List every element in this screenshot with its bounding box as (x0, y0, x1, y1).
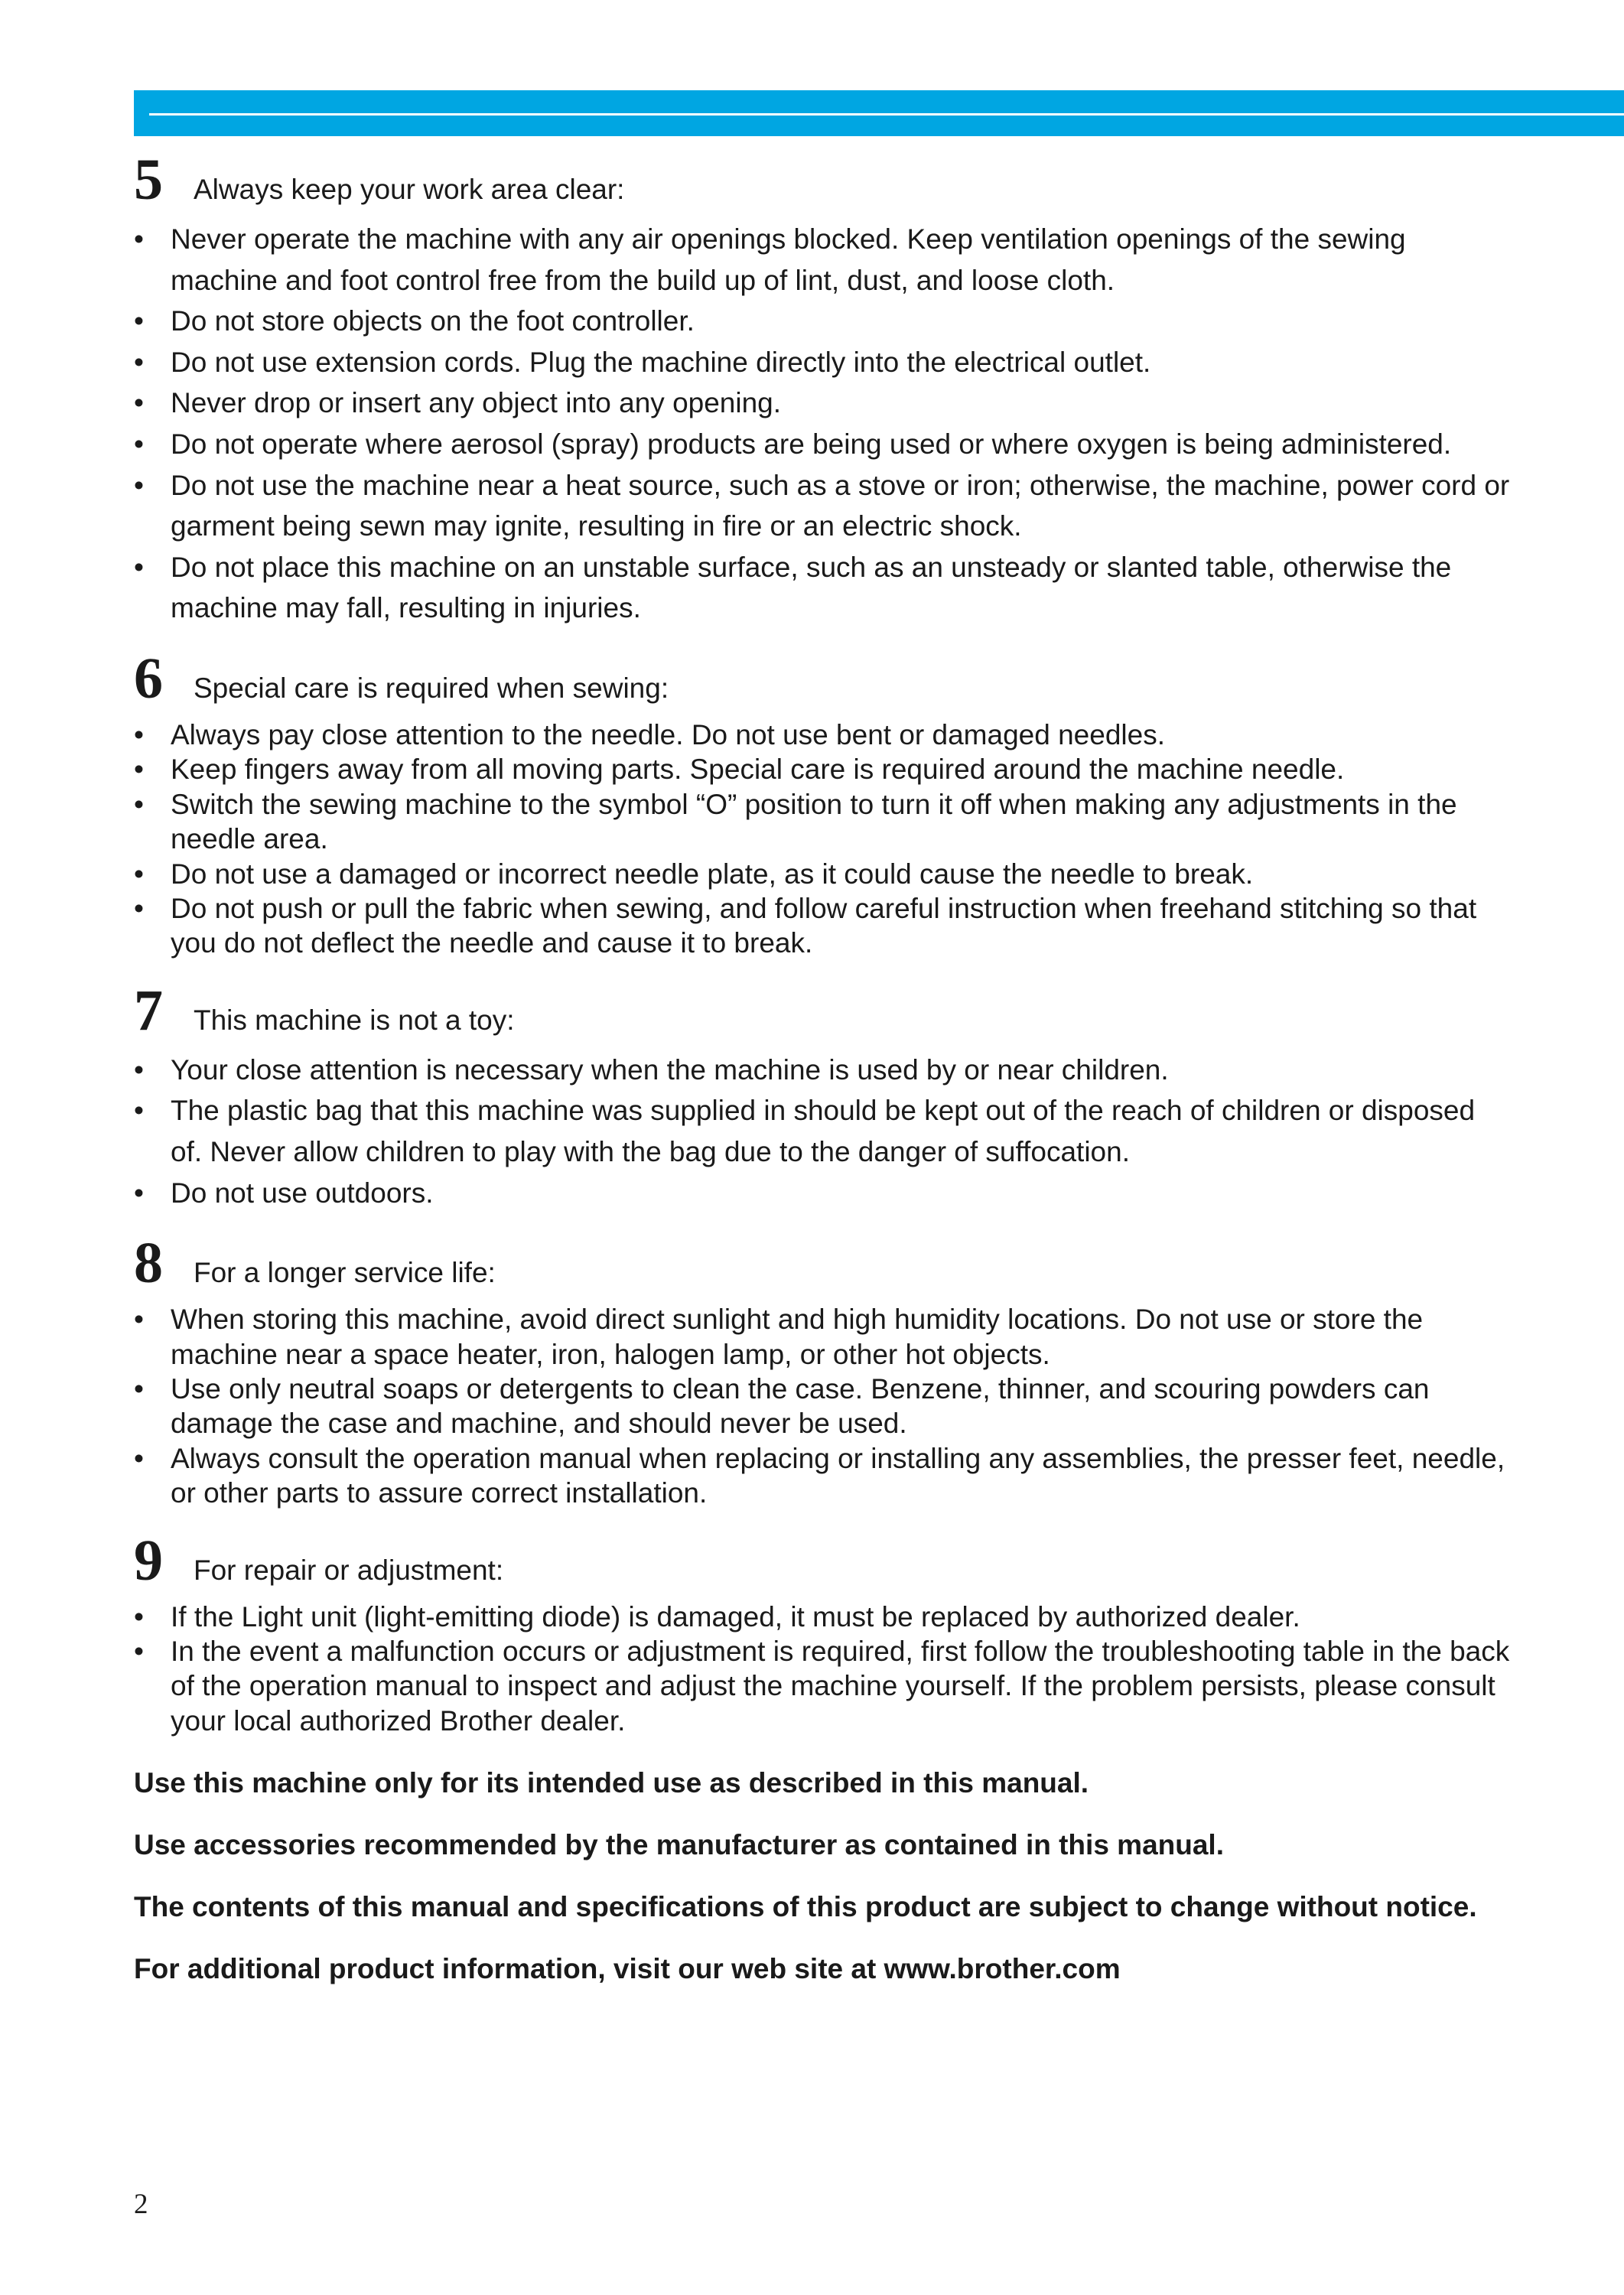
bullet-icon: • (134, 754, 144, 786)
bullet-icon: • (134, 223, 144, 255)
list-item-text: Use only neutral soaps or detergents to clean the case. Benzene, thinner, and scouring powders can damage the case and machine, and should never be used. (171, 1372, 1430, 1440)
bullet-icon: • (134, 892, 144, 924)
list-item (134, 1372, 1511, 1441)
list-item (134, 219, 1511, 301)
list-item (134, 547, 1511, 629)
bullet-icon: • (134, 718, 144, 750)
list-item (134, 891, 1511, 961)
note-website: For additional product information, visit our web site at www.brother.com (134, 1953, 1121, 1985)
section-7 (134, 978, 1511, 1213)
section-heading (134, 646, 1511, 711)
list-item (134, 465, 1511, 547)
bullet-icon: • (134, 1095, 144, 1127)
list-item-text: Do not place this machine on an unstable surface, such as an unsteady or slanted table, otherwise the machine may fall, resulting in injuries. (171, 551, 1452, 624)
section-number: 8 (134, 1231, 163, 1296)
section-5 (134, 147, 1511, 629)
bullet-icon: • (134, 428, 144, 460)
closing-notes (134, 1766, 1511, 1986)
list-item (134, 1050, 1511, 1091)
list-item-text: If the Light unit (light-emitting diode) is damaged, it must be replaced by authorized dealer. (171, 1600, 1300, 1633)
bullet-icon: • (134, 1053, 144, 1086)
section-title: For repair or adjustment: (194, 1554, 504, 1586)
list-item (134, 1302, 1511, 1372)
header-rule (149, 113, 1624, 116)
bullet-icon: • (134, 858, 144, 890)
list-item (134, 1090, 1511, 1172)
bullet-list (134, 718, 1511, 961)
list-item-text: Do not push or pull the fabric when sewing, and follow careful instruction when freehand stitching so that you do not deflect the needle and cause it to break. (171, 892, 1477, 959)
section-number: 9 (134, 1528, 163, 1593)
note-intended-use: Use this machine only for its intended use as described in this manual. (134, 1767, 1089, 1799)
section-heading (134, 147, 1511, 213)
page-content (134, 147, 1511, 2010)
bullet-icon: • (134, 1442, 144, 1474)
section-number: 7 (134, 978, 163, 1043)
bullet-icon: • (134, 551, 144, 583)
section-heading (134, 1528, 1511, 1593)
list-item (134, 342, 1511, 383)
bullet-icon: • (134, 1600, 144, 1633)
list-item (134, 382, 1511, 424)
section-number: 5 (134, 148, 163, 212)
bullet-list (134, 1600, 1511, 1739)
list-item-text: In the event a malfunction occurs or adjustment is required, first follow the troubleshooting table in the back of the operation manual to inspect and adjust the machine yourself. If the problem persists, please consult your local authorized Brother dealer. (171, 1636, 1510, 1737)
list-item-text: When storing this machine, avoid direct sunlight and high humidity locations. Do not use or store the machine near a space heater, iron, halogen lamp, or other hot objects. (171, 1304, 1424, 1370)
list-item-text: Do not use a damaged or incorrect needle plate, as it could cause the needle to break. (171, 858, 1254, 890)
list-item-text: Do not operate where aerosol (spray) products are being used or where oxygen is being administered. (171, 428, 1452, 460)
list-item (134, 1600, 1511, 1634)
bullet-icon: • (134, 788, 144, 820)
list-item-text: Never drop or insert any object into any opening. (171, 387, 782, 419)
bullet-icon: • (134, 346, 144, 378)
bullet-icon: • (134, 305, 144, 337)
list-item (134, 718, 1511, 752)
list-item (134, 424, 1511, 465)
note-accessories: Use accessories recommended by the manufacturer as contained in this manual. (134, 1829, 1224, 1861)
list-item (134, 752, 1511, 786)
list-item (134, 1441, 1511, 1511)
bullet-icon: • (134, 387, 144, 419)
bullet-list (134, 219, 1511, 629)
list-item-text: Do not use outdoors. (171, 1177, 434, 1209)
section-title: Always keep your work area clear: (194, 174, 625, 205)
list-item-text: Always pay close attention to the needle. Do not use bent or damaged needles. (171, 718, 1165, 750)
list-item-text: Switch the sewing machine to the symbol “O” position to turn it off when making any adjustments in the needle area. (171, 788, 1457, 855)
section-9 (134, 1528, 1511, 1739)
list-item-text: Always consult the operation manual when replacing or installing any assemblies, the presser feet, needle, or other parts to assure correct installation. (171, 1442, 1505, 1509)
list-item-text: Do not store objects on the foot controller. (171, 305, 695, 337)
section-title: For a longer service life: (194, 1257, 496, 1289)
section-title: This machine is not a toy: (194, 1004, 515, 1036)
list-item-text: Keep fingers away from all moving parts. Special care is required around the machine needle. (171, 754, 1345, 786)
bullet-list (134, 1050, 1511, 1213)
bullet-list (134, 1302, 1511, 1510)
list-item (134, 787, 1511, 857)
section-heading (134, 1230, 1511, 1296)
section-title: Special care is required when sewing: (194, 672, 669, 704)
bullet-icon: • (134, 469, 144, 501)
list-item (134, 301, 1511, 342)
section-heading (134, 978, 1511, 1043)
list-item-text: Your close attention is necessary when the machine is used by or near children. (171, 1053, 1169, 1086)
bullet-icon: • (134, 1304, 144, 1336)
bullet-icon: • (134, 1177, 144, 1209)
list-item (134, 1634, 1511, 1738)
section-number: 6 (134, 646, 163, 711)
list-item-text: Do not use extension cords. Plug the machine directly into the electrical outlet. (171, 346, 1151, 378)
bullet-icon: • (134, 1636, 144, 1667)
list-item (134, 1173, 1511, 1214)
section-6 (134, 646, 1511, 961)
note-subject-to-change: The contents of this manual and specifications of this product are subject to change without notice. (134, 1891, 1477, 1923)
list-item (134, 857, 1511, 891)
list-item-text: Never operate the machine with any air openings blocked. Keep ventilation openings of the sewing machine and foot control free from the build up of lint, dust, and loose cloth. (171, 223, 1406, 296)
list-item-text: Do not use the machine near a heat source, such as a stove or iron; otherwise, the machine, power cord or garment being sewn may ignite, resulting in fire or an electric shock. (171, 469, 1510, 542)
section-8 (134, 1230, 1511, 1510)
bullet-icon: • (134, 1372, 144, 1405)
list-item-text: The plastic bag that this machine was supplied in should be kept out of the reach of children or disposed of. Never allow children to play with the bag due to the danger of suffocation. (171, 1095, 1476, 1167)
page-number: 2 (134, 2189, 148, 2220)
